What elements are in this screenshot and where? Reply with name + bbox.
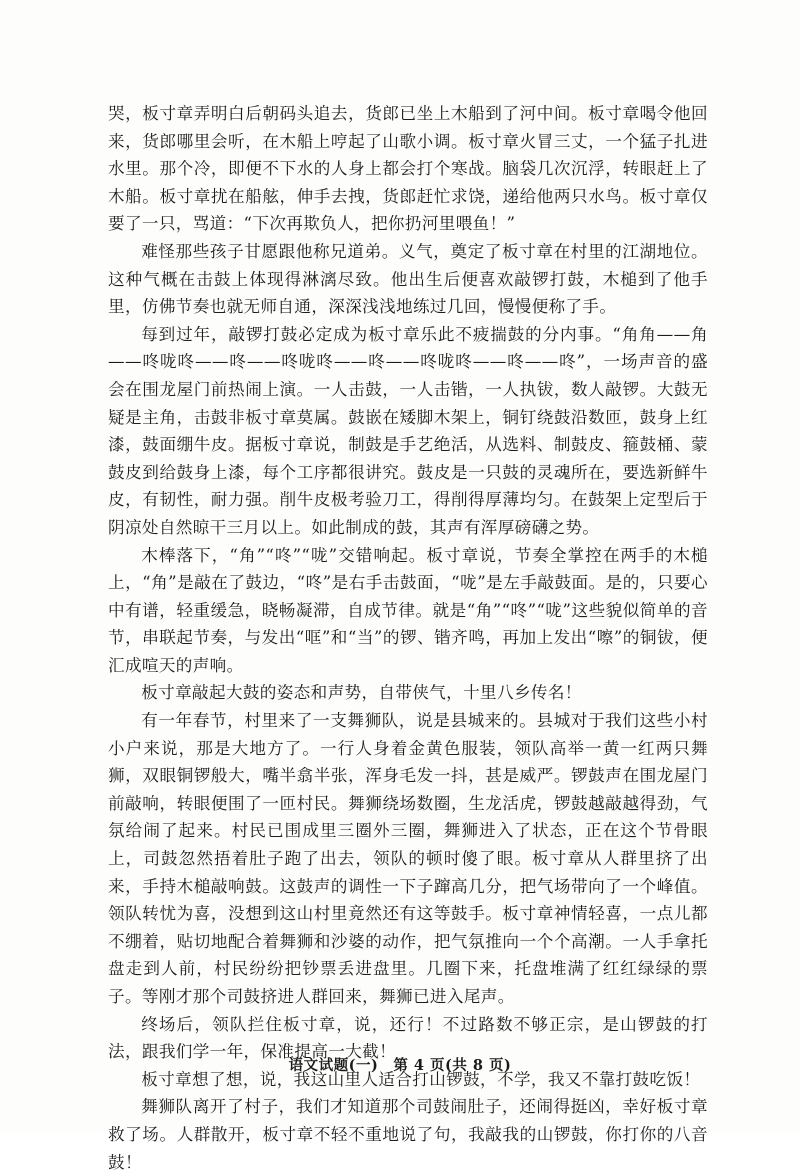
paragraph-9: 舞狮队离开了村子，我们才知道那个司鼓闹肚子，还闹得挺凶，幸好板寸章救了场。人群散开，板寸章不轻不重地说了句，我敲我的山锣鼓，你打你的八音鼓！ [108, 1097, 708, 1172]
paragraph-6: 有一年春节，村里来了一支舞狮队，说是县城来的。县城对于我们这些小村小户来说，那是大地方了。一行人身着金黄色服装，领队高举一黄一红两只舞狮，双眼铜锣般大，嘴半翕半张，浑身毛发一抖，甚是威严。锣鼓声在围龙屋门前敲响，转眼便围了一匝村民。舞狮绕场数圈，生龙活虎，锣鼓越敲越得劲，气氛给闹了起来。村民已围成里三圈外三圈，舞狮进入了状态，正在这个节骨眼上，司鼓忽然捂着肚子跑了出去，领队的顿时傻了眼。板寸章从人群里挤了出来，手持木槌敲响鼓。这鼓声的调性一下子蹿高几分，把气场带向了一个峰值。领队转忧为喜，没想到这山村里竟然还有这等鼓手。板寸章神情轻喜，一点儿都不绷着，贴切地配合着舞狮和沙婆的动作，把气氛推向一个个高潮。一人手拿托盘走到人前，村民纷纷把钞票丢进盘里。几圈下来，托盘堆满了红红绿绿的票子。等刚才那个司鼓挤进人群回来，舞狮已进入尾声。 [108, 711, 708, 1006]
page-footer: 语文试题(一) 第 4 页(共 8 页) [288, 1057, 512, 1074]
article-body [108, 100, 708, 1176]
paragraph-8: 板寸章想了想，说，我这山里人适合打山锣鼓，不学，我又不靠打鼓吃饭！ [141, 1069, 701, 1089]
paragraph-7: 终场后，领队拦住板寸章，说，还行！不过路数不够正宗，是山锣鼓的打法，跟我们学一年，保准提高一大截！ [108, 1014, 708, 1062]
paragraph-4: 木棒落下，“角”“咚”“咙”交错响起。板寸章说，节奏全掌控在两手的木槌上，“角”是敲在了鼓边，“咚”是右手击鼓面，“咙”是左手敲鼓面。是的，只要心中有谱，轻重缓急，晓畅凝滞，自成节律。就是“角”“咚”“咙”这些貌似简单的音节，串联起节奏，与发出“哐”和“当”的锣、锴齐鸣，再加上发出“嚓”的铜钹，便汇成喧天的声响。 [108, 545, 708, 675]
paragraph-1: 哭，板寸章弄明白后朝码头追去，货郎已坐上木船到了河中间。板寸章喝令他回来，货郎哪里会听，在木船上哼起了山歌小调。板寸章火冒三丈，一个猛子扎进水里。那个冷，即便不下水的人身上都会打个寒战。脑袋几次沉浮，转眼赶上了木船。板寸章扰在船舷，伸手去拽，货郎赶忙求饶，递给他两只水鸟。板寸章仅要了一只，骂道：“下次再欺负人，把你扔河里喂鱼！” [108, 104, 708, 234]
paragraph-2: 难怪那些孩子甘愿跟他称兄道弟。义气，奠定了板寸章在村里的江湖地位。这种气概在击鼓上体现得淋漓尽致。他出生后便喜欢敲锣打鼓，木槌到了他手里，仿佛节奏也就无师自通，深深浅浅地练过几回，慢慢便称了手。 [108, 241, 708, 317]
paragraph-5: 板寸章敲起大鼓的姿态和声势，自带侠气，十里八乡传名！ [141, 683, 582, 703]
paragraph-3: 每到过年，敲锣打鼓必定成为板寸章乐此不疲揣鼓的分内事。“角角——角——咚咙咚——咚——咚咙咚——咚——咚咙咚——咚——咚”，一场声音的盛会在围龙屋门前热闹上演。一人击鼓，一人击锴，一人执钹，数人敲锣。大鼓无疑是主角，击鼓非板寸章莫属。鼓嵌在矮脚木架上，铜钉绕鼓沿数匝，鼓身上红漆，鼓面绷牛皮。据板寸章说，制鼓是手艺绝活，从选料、制鼓皮、箍鼓桶、蒙鼓皮到给鼓身上漆，每个工序都很讲究。鼓皮是一只鼓的灵魂所在，要选新鲜牛皮，有韧性，耐力强。削牛皮极考验刀工，得削得厚薄均匀。在鼓架上定型后于阴凉处自然晾干三月以上。如此制成的鼓，其声有浑厚磅礴之势。 [108, 324, 708, 537]
